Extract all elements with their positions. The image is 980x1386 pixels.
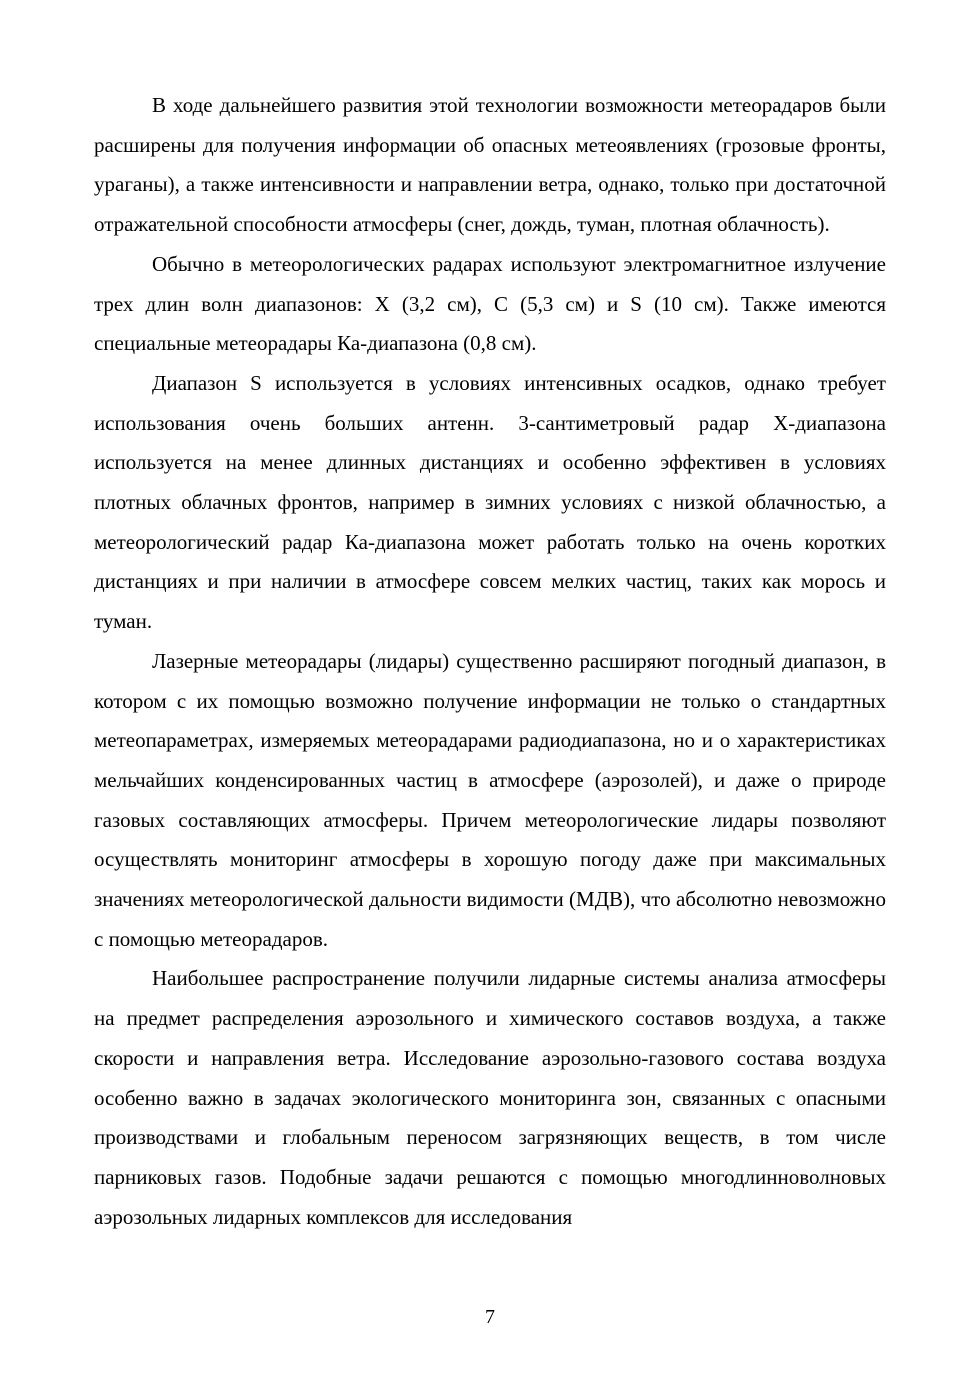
page-number: 7 <box>485 1306 495 1328</box>
paragraph-4: Лазерные метеорадары (лидары) существенно расширяют погодный диапазон, в котором с их помощью возможно получение информации не только о стандартных метеопараметрах, измеряемых метеорадарами радиодиапазона, но и о характеристиках мельчайших конденсированных частиц в атмосфере (аэрозолей), и даже о природе газовых составляющих атмосферы. Причем метеорологические лидары позволяют осуществлять мониторинг атмосферы в хорошую погоду даже при максимальных значениях метеорологической дальности видимости (МДВ), что абсолютно невозможно с помощью метеорадаров. <box>94 648 886 951</box>
paragraph-3: Диапазон S используется в условиях интенсивных осадков, однако требует использования очень больших антенн. 3-сантиметровый радар X-диапазона используется на менее длинных дистанциях и особенно эффективен в условиях плотных облачных фронтов, например в зимних условиях с низкой облачностью, а метеорологический радар Ка-диапазона может работать только на очень коротких дистанциях и при наличии в атмосфере совсем мелких частиц, таких как морось и туман. <box>94 370 886 634</box>
paragraph-1: В ходе дальнейшего развития этой технологии возможности метеорадаров были расширены для получения информации об опасных метеоявлениях (грозовые фронты, ураганы), а также интенсивности и направлении ветра, однако, только при достаточной отражательной способности атмосферы (снег, дождь, туман, плотная облачность). <box>94 93 886 237</box>
paragraph-2: Обычно в метеорологических радарах используют электромагнитное излучение трех длин волн диапазонов: X (3,2 см), C (5,3 см) и S (10 см). Также имеются специальные метеорадары Ка-диапазона (0,8 см). <box>94 251 886 356</box>
document-body <box>94 86 886 1237</box>
paragraph-5: Наибольшее распространение получили лидарные системы анализа атмосферы на предмет распределения аэрозольного и химического составов воздуха, а также скорости и направления ветра. Исследование аэрозольно-газового состава воздуха особенно важно в задачах экологического мониторинга зон, связанных с опасными производствами и глобальным переносом загрязняющих веществ, в том числе парниковых газов. Подобные задачи решаются с помощью многодлинноволновых аэрозольных лидарных комплексов для исследования <box>94 966 886 1229</box>
